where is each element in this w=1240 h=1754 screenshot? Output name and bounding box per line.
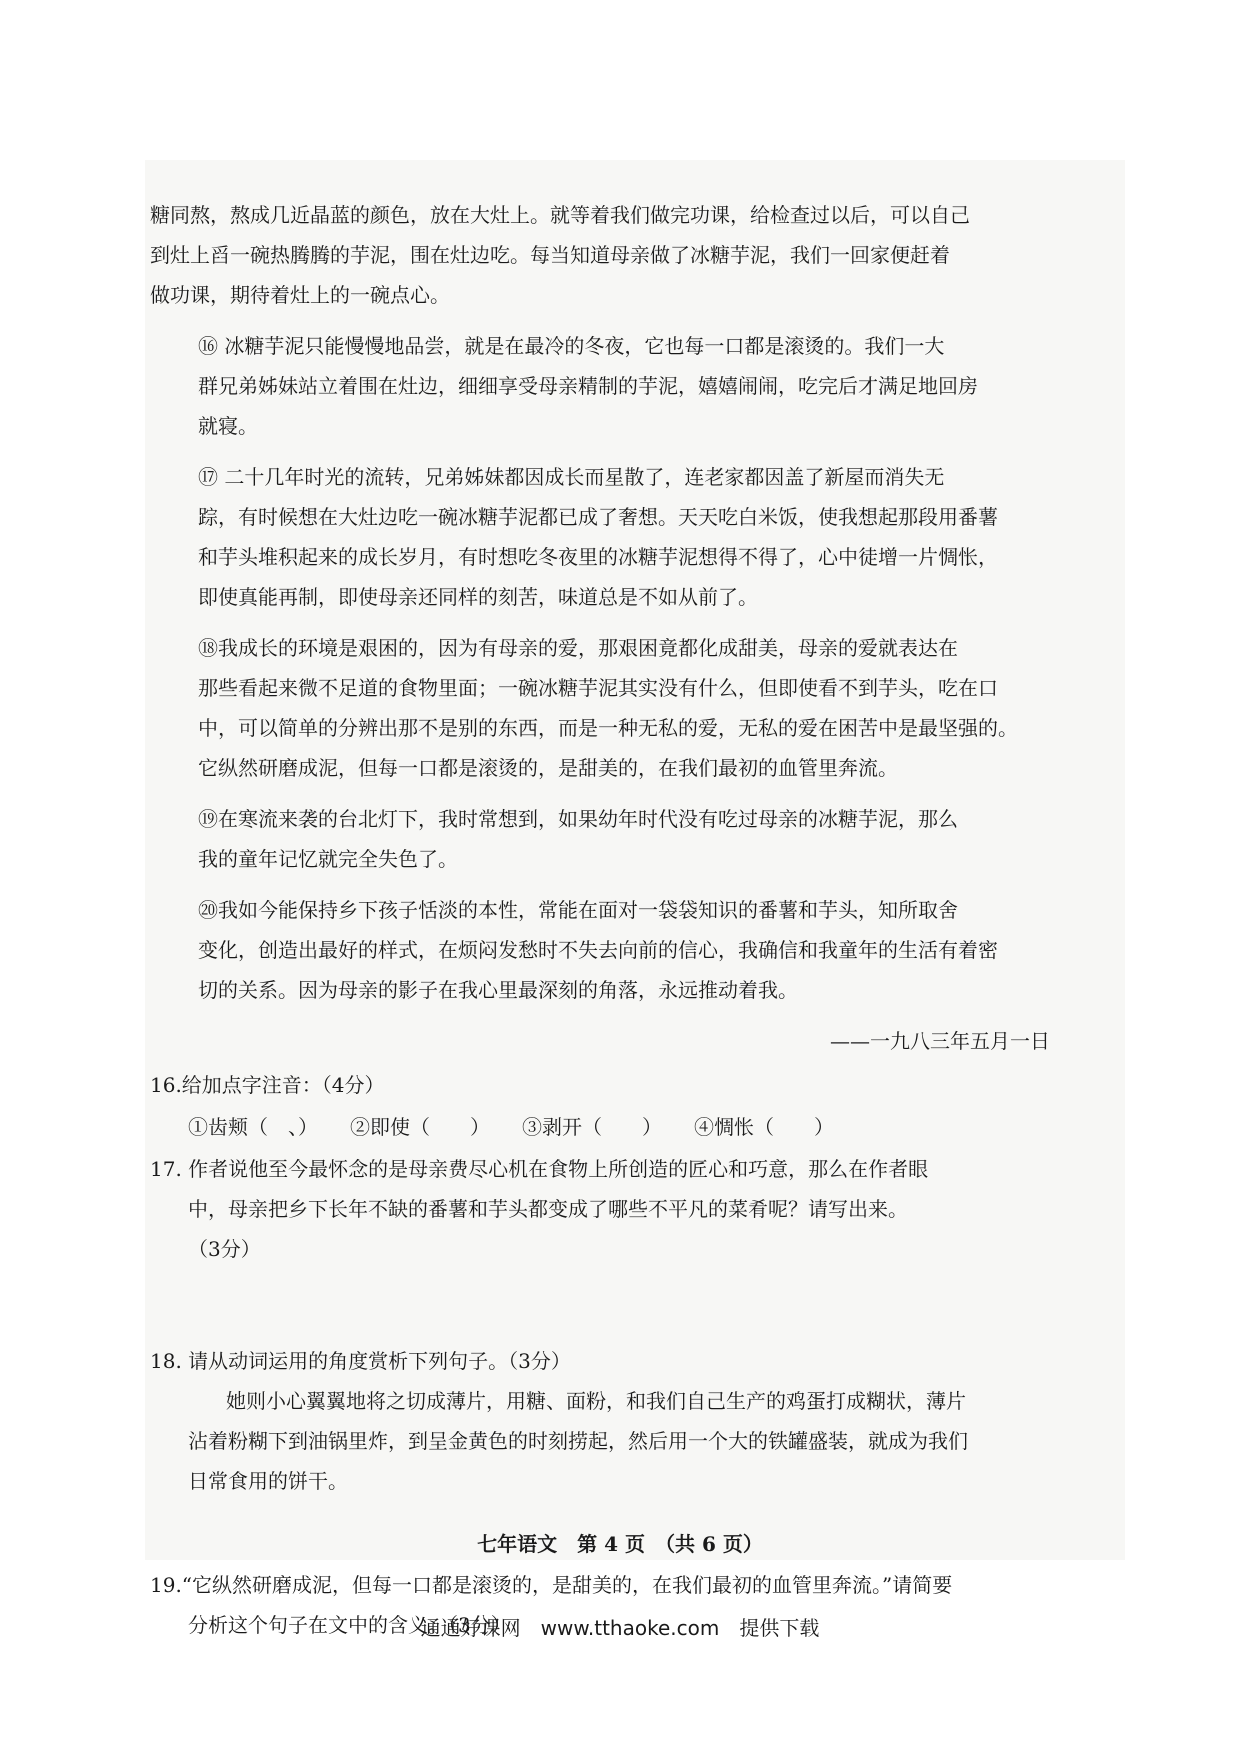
paragraph-20: ⑳我如今能保持乡下孩子恬淡的本性，常能在面对一袋袋知识的番薯和芋头，知所取舍 变化，创造出最好的样式，在烦闷发愁时不失去向前的信心，我确信和我童年的生活有着密 切的关系。因为母亲的影子在我心里最深刻的角落，永远推动着我。 bbox=[198, 898, 998, 1002]
passage-date: ——一九八三年五月一日 bbox=[830, 1029, 1050, 1053]
paragraph-18: ⑱我成长的环境是艰困的，因为有母亲的爱，那艰困竟都化成甜美，母亲的爱就表达在 那些看起来微不足道的食物里面；一碗冰糖芋泥其实没有什么，但即使看不到芋头，吃在口 中，可以简单的分辨出那不是别的东西，而是一种无私的爱，无私的爱在困苦中是最坚强的。 它纵然研磨成泥，但每一口都是滚烫的，是甜美的，在我们最初的血管里奔流。 bbox=[198, 636, 1018, 780]
paragraph-19: ⑲在寒流来袭的台北灯下，我时常想到，如果幼年时代没有吃过母亲的冰糖芋泥，那么 我的童年记忆就完全失色了。 bbox=[198, 807, 958, 871]
question-18-quote: 她则小心翼翼地将之切成薄片，用糖、面粉，和我们自己生产的鸡蛋打成糊状，薄片 沾着粉糊下到油锅里炸，到呈金黄色的时刻捞起，然后用一个大的铁罐盛装，就成为我们 日常食用的饼干。 bbox=[188, 1389, 968, 1493]
question-19-line: 分析这个句子在文中的含义。（3分） bbox=[188, 1613, 511, 1637]
answer-blank: ①齿颊（ 、） bbox=[188, 1115, 318, 1139]
answer-blank: ③剥开（ ） bbox=[522, 1115, 662, 1139]
question-16-items bbox=[188, 1107, 1050, 1147]
exam-content bbox=[150, 195, 1050, 1645]
paragraph-16: ⑯ 冰糖芋泥只能慢慢地品尝，就是在最冷的冬夜，它也每一口都是滚烫的。我们一大 群兄弟姊妹站立着围在灶边，细细享受母亲精制的芋泥，嬉嬉闹闹，吃完后才满足地回房 就寝。 bbox=[198, 334, 978, 438]
question-17 bbox=[150, 1149, 1050, 1341]
answer-blank: ④惆怅（ ） bbox=[694, 1115, 834, 1139]
answer-space bbox=[150, 1269, 1050, 1341]
question-19-line: 19.“它纵然研磨成泥，但每一口都是滚烫的，是甜美的，在我们最初的血管里奔流。”请简要 bbox=[150, 1573, 953, 1597]
paragraph-17: ⑰ 二十几年时光的流转，兄弟姊妹都因成长而星散了，连老家都因盖了新屋而消失无 踪，有时候想在大灶边吃一碗冰糖芋泥都已成了奢想。天天吃白米饭，使我想起那段用番薯 和芋头堆积起来的成长岁月，有时想吃冬夜里的冰糖芋泥想得不得了，心中徒增一片惆怅， 即使真能再制，即使母亲还同样的刻苦，味道总是不如从前了。 bbox=[198, 465, 998, 609]
question-16-text: 16.给加点字注音：（4分） bbox=[150, 1073, 385, 1097]
question-18-text: 18. 请从动词运用的角度赏析下列句子。（3分） bbox=[150, 1349, 571, 1373]
download-credit: 通通好课网 www.tthaoke.com 提供下载 bbox=[420, 1616, 820, 1640]
question-17-line: 17. 作者说他至今最怀念的是母亲费尽心机在食物上所创造的匠心和巧意，那么在作者眼 bbox=[150, 1157, 929, 1181]
answer-blank: ②即使（ ） bbox=[350, 1115, 490, 1139]
paragraph-continued: 糖同熬，熬成几近晶蓝的颜色，放在大灶上。就等着我们做完功课，给检查过以后，可以自己 到灶上舀一碗热腾腾的芋泥，围在灶边吃。每当知道母亲做了冰糖芋泥，我们一回家便赶着 做功课，期待着灶上的一碗点心。 bbox=[150, 203, 970, 307]
question-17-line: （3分） bbox=[188, 1237, 261, 1261]
page-footer: 七年语文 第 4 页 （共 6 页） bbox=[477, 1532, 763, 1556]
question-17-line: 中，母亲把乡下长年不缺的番薯和芋头都变成了哪些不平凡的菜肴呢？请写出来。 bbox=[188, 1197, 908, 1221]
question-16 bbox=[150, 1065, 1050, 1147]
